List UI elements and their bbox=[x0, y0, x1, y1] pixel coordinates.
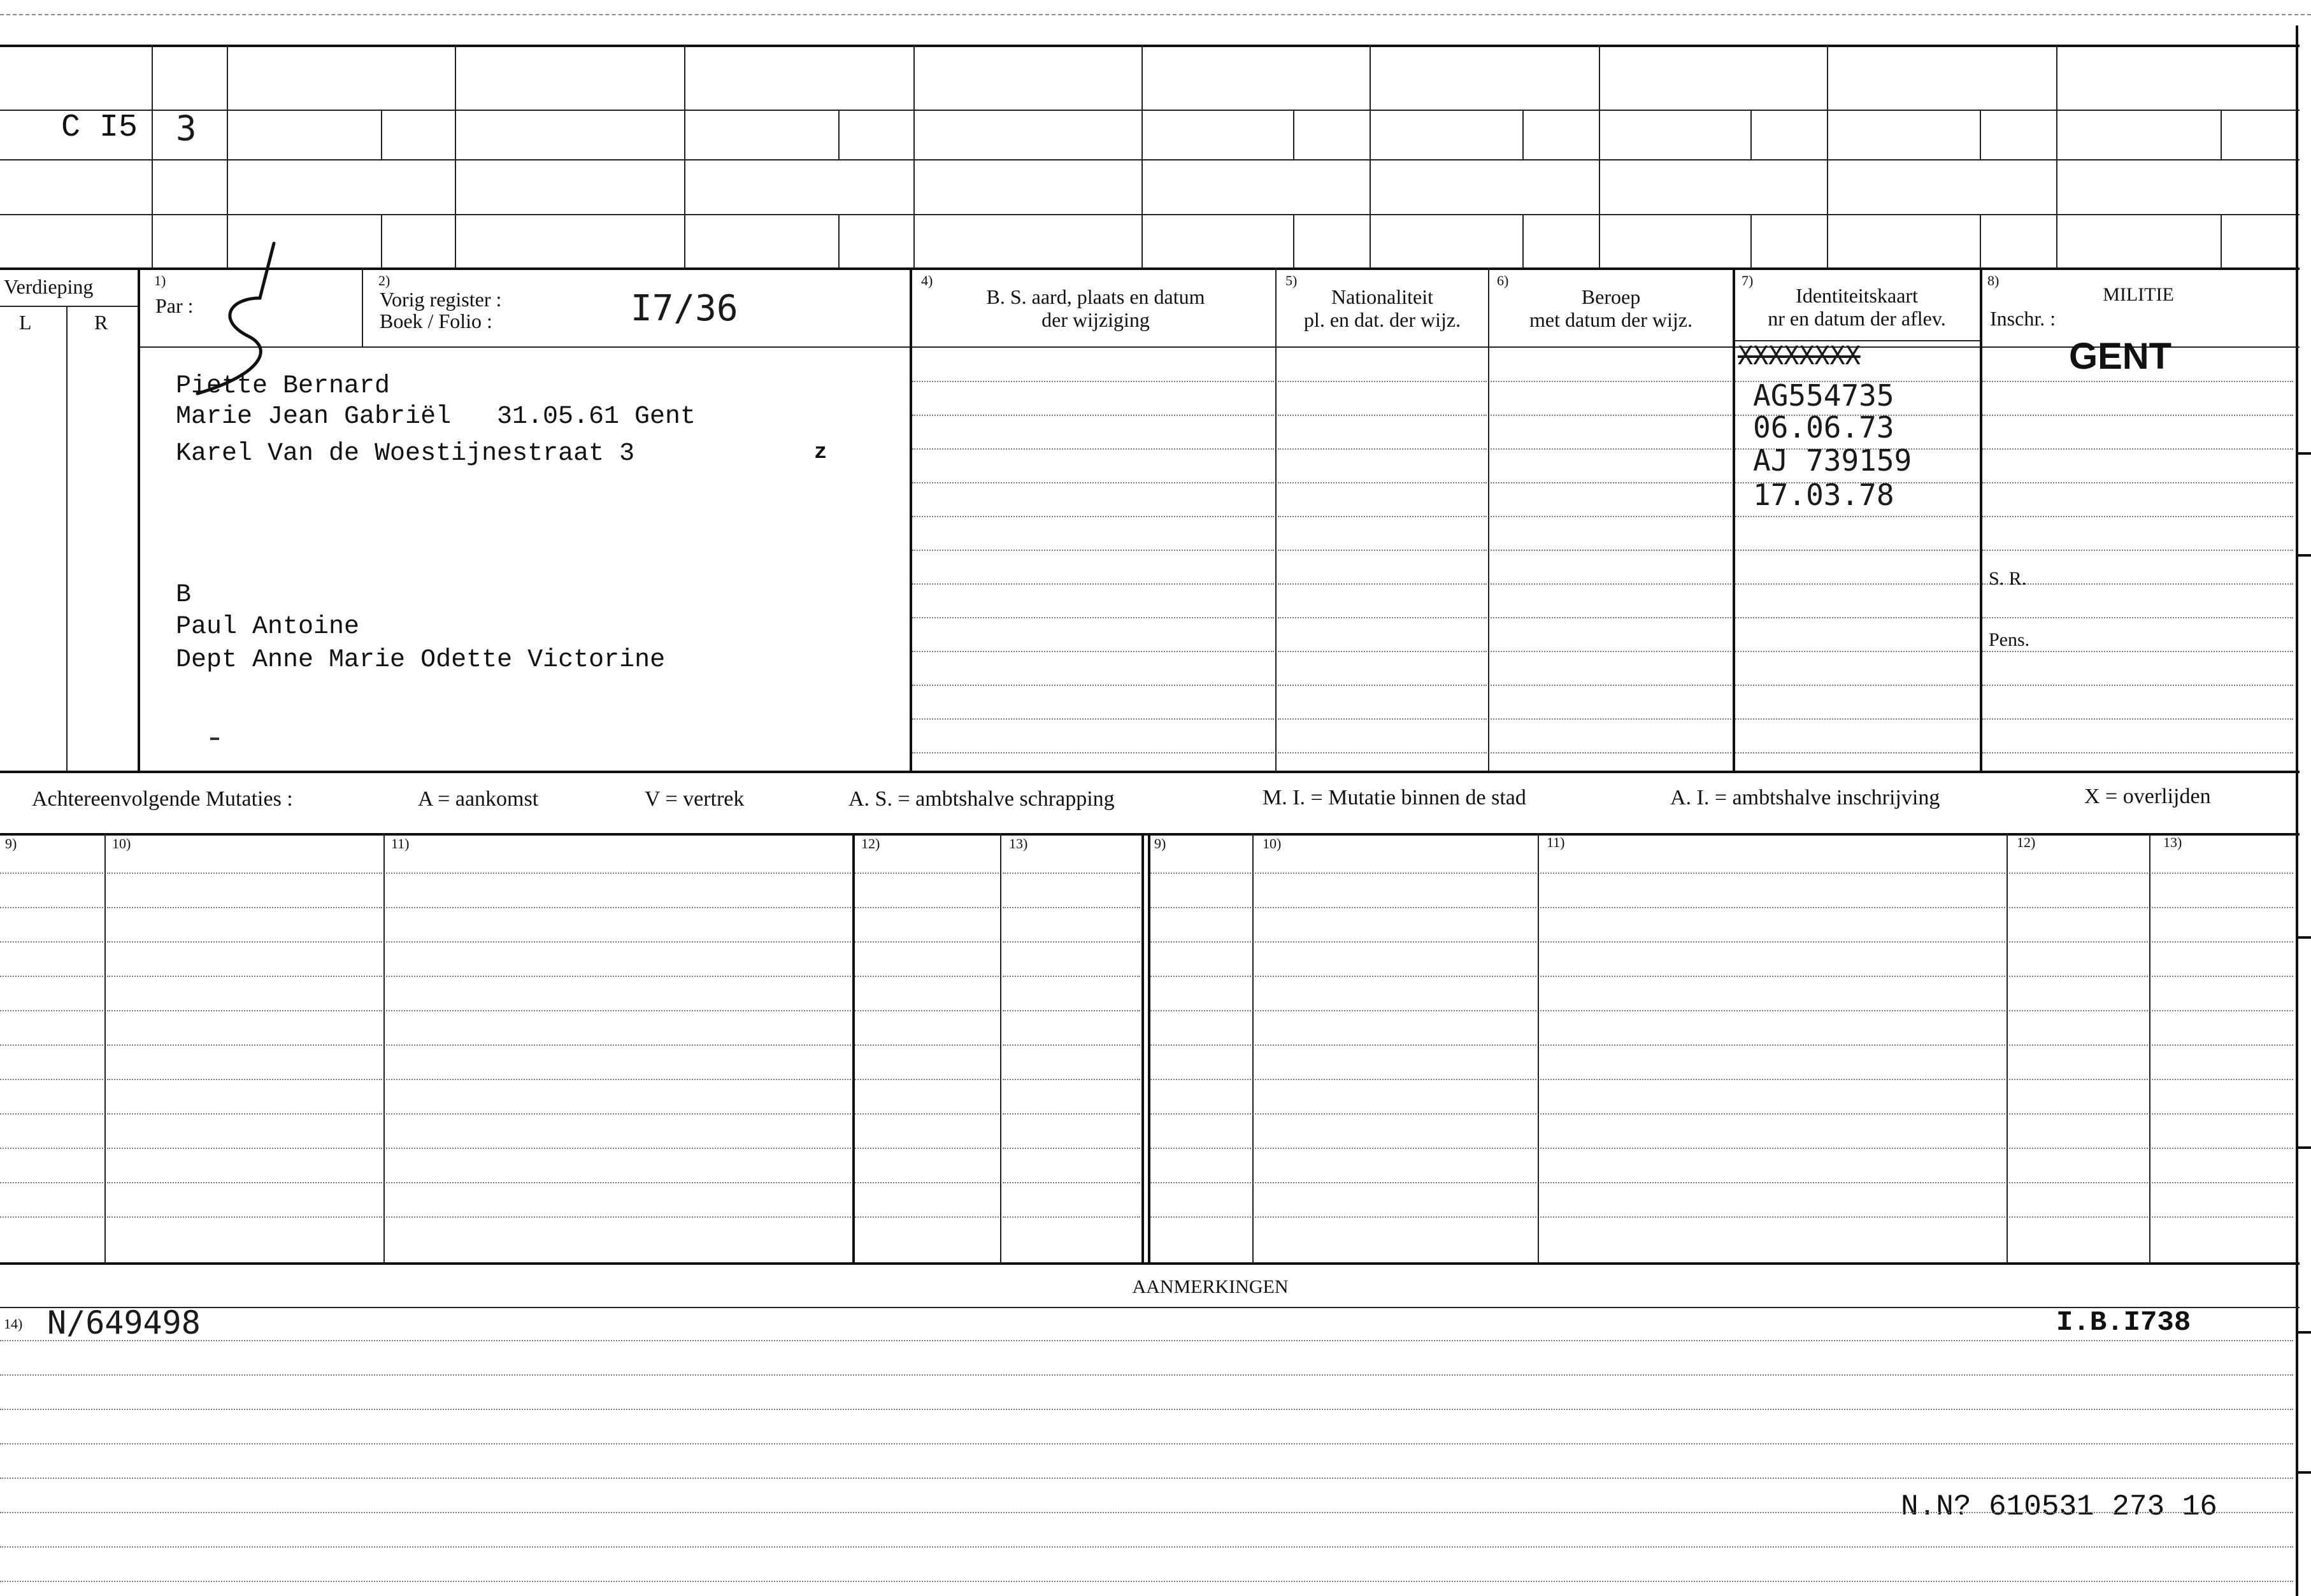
mutation-row-line bbox=[107, 1148, 382, 1149]
form-row-line bbox=[1491, 381, 1731, 382]
mutation-row-line bbox=[1255, 1182, 1536, 1183]
profession-header-line2: met datum der wijz. bbox=[1529, 308, 1692, 331]
mutation-row-line bbox=[0, 1079, 103, 1080]
mutation-row-line bbox=[0, 941, 103, 943]
mutation-row-line bbox=[0, 1044, 103, 1046]
grid-vline bbox=[913, 45, 915, 267]
mutation-row-line bbox=[2009, 1148, 2148, 1149]
mutation-row-line bbox=[386, 1148, 851, 1149]
mutation-row-line bbox=[386, 1044, 851, 1046]
mut-vline bbox=[852, 833, 855, 1262]
remarks-row-line bbox=[0, 1512, 2293, 1513]
mutation-row-line bbox=[2009, 1079, 2148, 1080]
form-row-line bbox=[1735, 516, 1978, 517]
form-row-line bbox=[1278, 617, 1487, 618]
edge-tick bbox=[2296, 1146, 2311, 1149]
mutation-row-line bbox=[1540, 1148, 2005, 1149]
legend-official-removal: A. S. = ambtshalve schrapping bbox=[848, 787, 1115, 811]
remarks-row-line bbox=[0, 1443, 2293, 1444]
mut-vline bbox=[1252, 833, 1254, 1262]
mutation-row-line bbox=[1003, 941, 1140, 943]
mutation-row-line bbox=[2152, 941, 2293, 943]
field-number: 4) bbox=[921, 273, 933, 289]
mutation-row-line bbox=[855, 1010, 999, 1011]
floor-split-line bbox=[0, 306, 138, 307]
mutation-row-line bbox=[2152, 1079, 2293, 1080]
field-number: 7) bbox=[1742, 273, 1754, 289]
legend-departure: V = vertrek bbox=[645, 787, 745, 811]
form-row-line bbox=[912, 583, 1274, 585]
mutation-row-line bbox=[855, 1044, 999, 1046]
mutation-row-line bbox=[1255, 1113, 1536, 1115]
mutation-row-line bbox=[1150, 941, 1251, 943]
mutation-row-line bbox=[1255, 1010, 1536, 1011]
mutation-row-line bbox=[107, 1113, 382, 1115]
form-row-line bbox=[1982, 583, 2293, 585]
form-row-line bbox=[1278, 752, 1487, 753]
form-row-line bbox=[1982, 415, 2293, 416]
mutation-row-line bbox=[1003, 1182, 1140, 1183]
col-num-13-b: 13) bbox=[2163, 834, 2182, 850]
mutation-row-line bbox=[1540, 907, 2005, 908]
mutation-row-line bbox=[1003, 1079, 1140, 1080]
mutation-row-line bbox=[1255, 1216, 1536, 1218]
form-row-line bbox=[912, 617, 1274, 618]
grid-vline bbox=[1750, 110, 1752, 159]
pens-label: Pens. bbox=[1989, 629, 2030, 650]
nationality-header-line2: pl. en dat. der wijz. bbox=[1303, 308, 1461, 331]
national-number: N.N? 610531 273 16 bbox=[1901, 1490, 2217, 1523]
mutation-row-line bbox=[1540, 1182, 2005, 1183]
mutation-row-line bbox=[386, 873, 851, 874]
mutation-row-line bbox=[107, 1079, 382, 1080]
bs-header-line2: der wijziging bbox=[1041, 308, 1150, 331]
mutation-row-line bbox=[1540, 1113, 2005, 1115]
mutation-row-line bbox=[855, 1113, 999, 1115]
person-left-border bbox=[138, 267, 140, 771]
profession-header-line1: Beroep bbox=[1581, 285, 1641, 308]
form-row-line bbox=[1982, 482, 2293, 483]
mutation-row-line bbox=[1003, 1010, 1140, 1011]
speck bbox=[210, 737, 219, 740]
person-line-address: Karel Van de Woestijnestraat 3 bbox=[176, 439, 635, 468]
mutation-row-line bbox=[2152, 873, 2293, 874]
mutation-row-line bbox=[386, 1079, 851, 1080]
form-row-line bbox=[1491, 415, 1731, 416]
mutation-row-line bbox=[855, 873, 999, 874]
remarks-row-line bbox=[0, 1340, 2293, 1341]
grid-vline bbox=[838, 110, 840, 159]
grid-vline bbox=[684, 45, 685, 267]
person-line-names: Marie Jean Gabriël bbox=[176, 403, 452, 431]
mutation-row-line bbox=[1150, 976, 1251, 977]
grid-vline bbox=[1293, 214, 1294, 267]
person-line-surname: Piette Bernard bbox=[176, 372, 390, 401]
form-row-line bbox=[912, 651, 1274, 652]
mutation-row-line bbox=[0, 1113, 103, 1115]
form-row-line bbox=[1982, 685, 2293, 686]
mutation-row-line bbox=[2009, 941, 2148, 943]
top-edge-line bbox=[0, 14, 2311, 15]
mut-vline bbox=[1538, 833, 1539, 1262]
mutation-row-line bbox=[855, 1079, 999, 1080]
form-row-line bbox=[1982, 550, 2293, 551]
mutation-row-line bbox=[2152, 1044, 2293, 1046]
header-top-line bbox=[0, 267, 2300, 270]
remarks-row-line bbox=[0, 1374, 2293, 1376]
grid-vline bbox=[152, 45, 153, 267]
inschr-label: Inschr. : bbox=[1990, 307, 2056, 330]
right-border bbox=[2296, 25, 2298, 1596]
mutation-row-line bbox=[1255, 1148, 1536, 1149]
grid-vline bbox=[381, 110, 382, 159]
field-number: 1) bbox=[154, 273, 166, 289]
mutation-row-line bbox=[1150, 1148, 1251, 1149]
mutation-row-line bbox=[855, 941, 999, 943]
mutation-row-line bbox=[1150, 1113, 1251, 1115]
grid-vline bbox=[838, 214, 840, 267]
mut-vline bbox=[1000, 833, 1001, 1262]
mutation-row-line bbox=[1255, 907, 1536, 908]
book-folio-label: Boek / Folio : bbox=[380, 310, 492, 332]
grid-vline bbox=[1599, 45, 1600, 267]
grid-vline bbox=[2221, 110, 2222, 159]
mutation-row-line bbox=[386, 1010, 851, 1011]
mutation-row-line bbox=[1003, 976, 1140, 977]
mutation-row-line bbox=[2009, 1182, 2148, 1183]
mutation-row-line bbox=[2152, 976, 2293, 977]
mutation-row-line bbox=[1150, 1182, 1251, 1183]
militia-value: GENT bbox=[2069, 336, 2172, 377]
person-line-b: B bbox=[176, 581, 192, 609]
col-num-10: 10) bbox=[112, 836, 131, 851]
mutation-row-line bbox=[855, 1216, 999, 1218]
mutation-row-line bbox=[1255, 1044, 1536, 1046]
form-row-line bbox=[1735, 550, 1978, 551]
form-row-line bbox=[912, 752, 1274, 753]
mutation-row-line bbox=[1150, 873, 1251, 874]
floor-r-label: R bbox=[94, 311, 108, 334]
address-mark: z bbox=[814, 441, 827, 465]
grid-vline bbox=[1750, 214, 1752, 267]
mutation-row-line bbox=[1255, 1079, 1536, 1080]
mutation-row-line bbox=[2152, 1010, 2293, 1011]
mut-vline bbox=[383, 833, 385, 1262]
mutation-row-line bbox=[2009, 1113, 2148, 1115]
grid-vline bbox=[1827, 45, 1828, 267]
mutation-row-line bbox=[1255, 941, 1536, 943]
form-row-line bbox=[1735, 617, 1978, 618]
form-row-line bbox=[1278, 381, 1487, 382]
col-vline bbox=[1275, 267, 1277, 771]
bs-header-line1: B. S. aard, plaats en datum bbox=[986, 285, 1205, 308]
mutation-row-line bbox=[1003, 1216, 1140, 1218]
mutation-row-line bbox=[0, 1010, 103, 1011]
form-row-line bbox=[1982, 448, 2293, 450]
field-number: 2) bbox=[378, 273, 390, 289]
mutation-row-line bbox=[1003, 1113, 1140, 1115]
mutation-row-line bbox=[2009, 1216, 2148, 1218]
remarks-row-line bbox=[0, 1581, 2293, 1582]
edge-tick bbox=[2296, 1471, 2311, 1474]
grid-line bbox=[0, 214, 2300, 215]
mutation-row-line bbox=[2009, 1010, 2148, 1011]
sr-label: S. R. bbox=[1989, 568, 2027, 589]
mutation-row-line bbox=[1540, 1216, 2005, 1218]
form-row-line bbox=[1278, 651, 1487, 652]
id-card-date-1: 06.06.73 bbox=[1753, 410, 1894, 445]
form-row-line bbox=[1982, 617, 2293, 618]
mutation-row-line bbox=[107, 976, 382, 977]
mutation-row-line bbox=[386, 1113, 851, 1115]
form-row-line bbox=[1982, 516, 2293, 517]
mutation-row-line bbox=[107, 907, 382, 908]
form-row-line bbox=[1278, 516, 1487, 517]
form-row-line bbox=[1278, 448, 1487, 450]
mutation-row-line bbox=[386, 976, 851, 977]
id-card-header-line2: nr en datum der aflev. bbox=[1768, 307, 1946, 330]
remarks-value: N/649498 bbox=[47, 1304, 201, 1341]
mutation-row-line bbox=[386, 1216, 851, 1218]
mutation-row-line bbox=[2152, 907, 2293, 908]
legend-internal-move: M. I. = Mutatie binnen de stad bbox=[1263, 786, 1526, 809]
militia-header: MILITIE bbox=[2103, 284, 2174, 305]
mutations-bottom-line bbox=[0, 1262, 2300, 1265]
remarks-right-code: I.B.I738 bbox=[2056, 1307, 2191, 1339]
mutation-row-line bbox=[2009, 873, 2148, 874]
form-row-line bbox=[1982, 718, 2293, 720]
prev-register-label: Vorig register : bbox=[380, 288, 502, 311]
grid-vline bbox=[1522, 214, 1524, 267]
legend-arrival: A = aankomst bbox=[418, 787, 539, 811]
person-line-parent1: Paul Antoine bbox=[176, 613, 360, 641]
mutation-row-line bbox=[855, 1148, 999, 1149]
mutation-row-line bbox=[107, 873, 382, 874]
mutation-row-line bbox=[107, 1182, 382, 1183]
form-row-line bbox=[1735, 685, 1978, 686]
edge-tick bbox=[2296, 554, 2311, 557]
mutation-row-line bbox=[386, 1182, 851, 1183]
form-row-line bbox=[1491, 550, 1731, 551]
mutation-row-line bbox=[1003, 907, 1140, 908]
mutation-row-line bbox=[0, 907, 103, 908]
form-row-line bbox=[1735, 651, 1978, 652]
mutation-row-line bbox=[1540, 1044, 2005, 1046]
file-code: C I5 bbox=[61, 110, 138, 146]
person-line-birth: 31.05.61 Gent bbox=[497, 403, 696, 431]
field-number: 14) bbox=[4, 1316, 23, 1332]
field-number: 5) bbox=[1285, 273, 1298, 289]
mutation-row-line bbox=[1255, 873, 1536, 874]
form-row-line bbox=[1278, 685, 1487, 686]
form-row-line bbox=[912, 685, 1274, 686]
form-row-line bbox=[1278, 415, 1487, 416]
form-row-line bbox=[912, 550, 1274, 551]
form-row-line bbox=[912, 516, 1274, 517]
mutation-row-line bbox=[1255, 976, 1536, 977]
form-row-line bbox=[1491, 617, 1731, 618]
id-card-struck: XXXXXXXX bbox=[1738, 341, 1861, 371]
remarks-row-line bbox=[0, 1409, 2293, 1410]
mut-vline bbox=[1141, 833, 1144, 1262]
id-card-header-line1: Identiteitskaart bbox=[1796, 284, 1918, 307]
col-num-13: 13) bbox=[1009, 836, 1028, 851]
person-line-parent2: Dept Anne Marie Odette Victorine bbox=[176, 646, 666, 674]
mutation-row-line bbox=[1150, 907, 1251, 908]
mutation-row-line bbox=[855, 1182, 999, 1183]
mutations-title: Achtereenvolgende Mutaties : bbox=[32, 787, 293, 811]
mutation-row-line bbox=[855, 907, 999, 908]
mut-vline bbox=[2149, 833, 2150, 1262]
grid-vline bbox=[2221, 214, 2222, 267]
id-card-number-2: AJ 739159 bbox=[1753, 443, 1912, 478]
mutation-row-line bbox=[2152, 1148, 2293, 1149]
mutation-row-line bbox=[1540, 976, 2005, 977]
grid-vline bbox=[2056, 45, 2057, 267]
field-number: 6) bbox=[1497, 273, 1509, 289]
grid-vline bbox=[227, 45, 228, 267]
form-row-line bbox=[1278, 583, 1487, 585]
legend-death: X = overlijden bbox=[2084, 785, 2211, 808]
floor-l-label: L bbox=[19, 311, 32, 334]
col-num-9: 9) bbox=[5, 836, 17, 851]
col-num-10-b: 10) bbox=[1263, 836, 1282, 851]
id-card-number-1: AG554735 bbox=[1753, 378, 1894, 413]
form-row-line bbox=[1278, 482, 1487, 483]
nationality-header-line1: Nationaliteit bbox=[1331, 285, 1433, 308]
mutation-row-line bbox=[1540, 873, 2005, 874]
grid-vline bbox=[1370, 45, 1371, 267]
col-num-12-b: 12) bbox=[2017, 834, 2036, 850]
header-vline bbox=[362, 267, 363, 346]
form-row-line bbox=[1491, 448, 1731, 450]
mutation-row-line bbox=[386, 941, 851, 943]
col-vline bbox=[1980, 267, 1982, 771]
col-num-11-b: 11) bbox=[1547, 834, 1565, 850]
form-row-line bbox=[1491, 718, 1731, 720]
grid-top-line bbox=[0, 45, 2300, 47]
form-row-line bbox=[1982, 381, 2293, 382]
edge-tick bbox=[2296, 452, 2311, 455]
col-num-12: 12) bbox=[861, 836, 880, 851]
remarks-title: AANMERKINGEN bbox=[1132, 1276, 1289, 1297]
form-row-line bbox=[1982, 752, 2293, 753]
mutation-row-line bbox=[1540, 1010, 2005, 1011]
grid-vline bbox=[1522, 110, 1524, 159]
mutation-row-line bbox=[107, 1044, 382, 1046]
mutation-row-line bbox=[0, 1182, 103, 1183]
mutation-row-line bbox=[1150, 1010, 1251, 1011]
mutation-row-line bbox=[855, 976, 999, 977]
grid-line bbox=[0, 110, 2300, 111]
mutation-row-line bbox=[2009, 1044, 2148, 1046]
mutation-row-line bbox=[1540, 1079, 2005, 1080]
remarks-row-line bbox=[0, 1478, 2293, 1479]
mutation-row-line bbox=[0, 873, 103, 874]
mutation-row-line bbox=[107, 1216, 382, 1218]
mutation-row-line bbox=[0, 976, 103, 977]
field-number: 8) bbox=[1987, 273, 2000, 289]
col-num-9-b: 9) bbox=[1154, 836, 1166, 851]
mutation-row-line bbox=[2009, 976, 2148, 977]
grid-line bbox=[0, 159, 2300, 160]
edge-tick bbox=[2296, 936, 2311, 939]
mut-vline bbox=[104, 833, 106, 1262]
form-row-line bbox=[1491, 516, 1731, 517]
mutation-row-line bbox=[2152, 1113, 2293, 1115]
floor-vline bbox=[66, 306, 68, 771]
mutation-row-line bbox=[0, 1216, 103, 1218]
id-card-date-2: 17.03.78 bbox=[1753, 478, 1894, 512]
form-row-line bbox=[912, 482, 1274, 483]
form-row-line bbox=[912, 718, 1274, 720]
mutation-row-line bbox=[2152, 1182, 2293, 1183]
form-row-line bbox=[1735, 583, 1978, 585]
edge-tick bbox=[2296, 1331, 2311, 1334]
form-row-line bbox=[1491, 583, 1731, 585]
legend-official-registration: A. I. = ambtshalve inschrijving bbox=[1670, 786, 1940, 809]
mutation-row-line bbox=[1150, 1044, 1251, 1046]
person-block-bottom bbox=[0, 771, 2300, 773]
remarks-row-line bbox=[0, 1546, 2293, 1548]
mutation-row-line bbox=[2009, 907, 2148, 908]
grid-vline bbox=[1293, 110, 1294, 159]
file-number: 3 bbox=[176, 108, 197, 148]
grid-vline bbox=[1980, 214, 1981, 267]
grid-vline bbox=[455, 45, 456, 267]
form-row-line bbox=[1491, 685, 1731, 686]
form-row-line bbox=[1491, 752, 1731, 753]
form-row-line bbox=[1278, 550, 1487, 551]
header-bottom-line bbox=[138, 346, 2300, 348]
col-vline bbox=[1733, 267, 1735, 771]
mutation-row-line bbox=[386, 907, 851, 908]
grid-vline bbox=[381, 214, 382, 267]
grid-vline bbox=[1980, 110, 1981, 159]
form-row-line bbox=[912, 415, 1274, 416]
remarks-header-line bbox=[0, 1307, 2300, 1308]
col-num-11: 11) bbox=[391, 836, 410, 851]
form-row-line bbox=[1735, 718, 1978, 720]
mut-vline bbox=[1148, 833, 1150, 1262]
floor-label: Verdieping bbox=[4, 275, 94, 298]
form-row-line bbox=[1491, 651, 1731, 652]
person-right-border bbox=[910, 267, 912, 771]
mutation-row-line bbox=[1003, 873, 1140, 874]
form-row-line bbox=[1982, 651, 2293, 652]
mutation-row-line bbox=[107, 941, 382, 943]
form-row-line bbox=[912, 381, 1274, 382]
grid-vline bbox=[1141, 45, 1143, 267]
mutation-row-line bbox=[2152, 1216, 2293, 1218]
mutation-row-line bbox=[1003, 1044, 1140, 1046]
mutation-row-line bbox=[1150, 1079, 1251, 1080]
mutation-row-line bbox=[1540, 941, 2005, 943]
mutation-row-line bbox=[1003, 1148, 1140, 1149]
book-folio-value: I7/36 bbox=[631, 288, 738, 329]
col-vline bbox=[1488, 267, 1489, 771]
par-label: Par : bbox=[155, 294, 194, 317]
mutation-row-line bbox=[107, 1010, 382, 1011]
mut-vline bbox=[2007, 833, 2008, 1262]
form-row-line bbox=[1491, 482, 1731, 483]
mutation-row-line bbox=[1150, 1216, 1251, 1218]
form-row-line bbox=[1278, 718, 1487, 720]
form-row-line bbox=[1735, 752, 1978, 753]
mutation-row-line bbox=[0, 1148, 103, 1149]
form-row-line bbox=[912, 448, 1274, 450]
